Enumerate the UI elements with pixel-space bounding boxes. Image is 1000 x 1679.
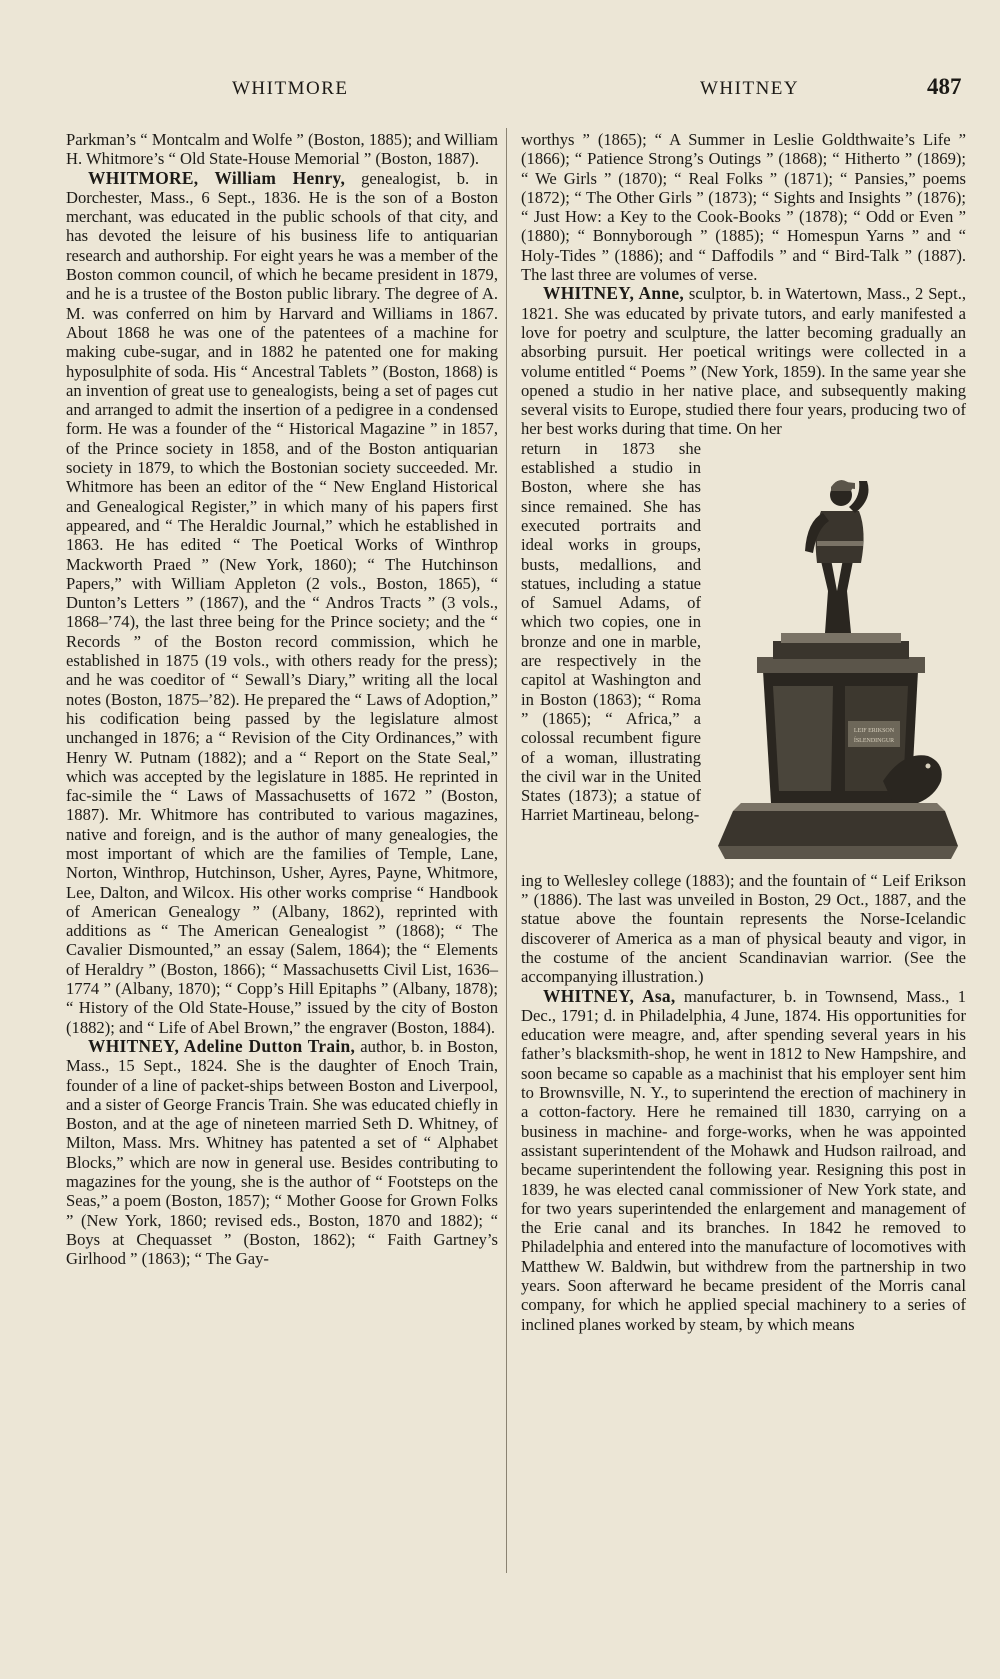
entry-text-continued: ing to Wellesley college (1883); and the fountain of “ Leif Erikson ” (1886). The last was unveiled in Boston, 29 Oct., 1887, and the statue above the fountain represents the Norse-Icelandic discoverer of America as a man of physical beauty and vigor, in the costume of the ancient Scandinavian warrior. (See the accompanying illustration.) — [521, 870, 966, 987]
entry-text: sculptor, b. in Watertown, Mass., 2 Sept., 1821. She was educated by private tutors, and early manifested a love for poetry and sculpture, the latter becoming gradually an absorbing pursuit. Her poetical writings were collected in a volume entitled “ Poems ” (New York, 1859). In the same year she opened a studio in her native place, and subsequently making several visits to Europe, studied there four years, producing two of her best works during that time. On her — [521, 284, 967, 439]
basin-rim — [733, 803, 945, 811]
upper-plinth — [773, 641, 909, 659]
continued-paragraph: worthys ” (1865); “ A Summer in Leslie Goldthwaite’s Life ” (1866); “ Patience Strong’s Outings ” (1868); “ Hitherto ” (1869); “ We Girls ” (1870); “ Real Folks ” (1871); “ Pansies,” poems (1872); “ The Other Girls ” (1873); “ Sights and Insights ” (1876); “ Just How: a Key to the Cook-Books ” (1878); “ Odd or Even ” (1880); “ Bonnyborough ” (1885); “ Homespun Yarns ” and “ Holy-Tides ” (1886); and “ Daffodils ” and “ Bird-Talk ” (1887). The last three are volumes of verse. — [521, 130, 966, 285]
pedestal-face-left — [773, 686, 833, 791]
figure-helmet — [831, 480, 853, 491]
cornice — [757, 657, 925, 673]
plaque-line-2: ÍSLENDINGUR — [853, 737, 894, 744]
running-head-left: WHITMORE — [232, 78, 349, 99]
entry-headword: WHITMORE, William Henry, — [88, 167, 346, 188]
statue-base — [781, 633, 901, 643]
entry-text: manufacturer, b. in Townsend, Mass., 1 Dec., 1791; d. in Philadelphia, 4 June, 1874. His opportunities for education were meagre, and, after spending several years in his father’s blacksmith-shop, he went in 1812 to New Hampshire, and soon became so capable as a machinist that his employer sent him to Brownsville, N. Y., to superintend the erection of machinery in a cotton-factory. Here he remained till 1830, carrying on a business in machine- and forge-works, when he was appointed assistant superintendent of the Mohawk and Hudson railroad, and became superintendent the following year. Resigning this post in 1839, he was elected canal commissioner of New York state, and for two years superintended the enlargement and management of the Erie canal and its branches. In 1842 he removed to Philadelphia and entered into the manufacture of locomotives with Matthew W. Baldwin, but withdrew from the partnership in two years. Soon afterward he became president of the Morris canal company, for which he applied special machinery to a series of inclined planes worked by steam, by which means — [521, 986, 966, 1334]
entry-whitney-adeline-dutton-train — [66, 1037, 498, 1269]
illustration-wrap — [521, 439, 966, 871]
running-head-right: WHITNEY — [700, 78, 800, 99]
platform-shape — [718, 846, 958, 859]
entry-text: author, b. in Boston, Mass., 15 Sept., 1824. She is the daughter of Enoch Train, founder of a line of packet-ships between Boston and Liverpool, and a sister of George Francis Train. She was educated chiefly in Boston, and at the age of nineteen married Seth D. Whitney, of Milton, Mass. Mrs. Whitney has patented a set of “ Alphabet Blocks,” which are now in general use. Besides contributing to magazines for the young, she is the author of “ Footsteps on the Seas,” a poem (Boston, 1857); “ Mother Goose for Grown Folks ” (New York, 1860; revised eds., Boston, 1870 and 1882); “ Boys at Chequasset ” (Boston, 1862); “ Faith Gartney’s Girlhood ” (1863); “ The Gay- — [66, 1036, 499, 1269]
entry-headword: WHITNEY, Asa, — [543, 985, 676, 1006]
entry-text-wrapped: return in 1873 she established a studio in Boston, where she has since remained. She has executed portraits and ideal works in groups, busts, medallions, and statues, including a statue of Samuel Adams, of which two copies, one in bronze and one in marble, are respectively in the capitol at Washington and in Boston (1863); “ Roma ” (1865); “ Africa,” a colossal recumbent figure of a woman, illustrating the civil war in the United States (1873); a statue of Harriet Martineau, belong- — [521, 438, 701, 825]
entry-whitmore-william-henry — [66, 169, 498, 1037]
continued-paragraph: Parkman’s “ Montcalm and Wolfe ” (Boston, 1885); and William H. Whitmore’s “ Old State-House Memorial ” (Boston, 1887). — [66, 130, 498, 169]
right-column — [521, 130, 966, 1334]
creature-eye — [925, 763, 930, 768]
basin-shape — [718, 811, 958, 846]
left-column — [66, 130, 498, 1269]
illustration — [709, 439, 966, 871]
plaque-line-1: LEIF ERIKSON — [853, 727, 894, 734]
column-divider — [506, 128, 507, 1573]
entry-text: genealogist, b. in Dorchester, Mass., 6 Sept., 1836. He is the son of a Boston merchant, was educated in the public schools of that city, and has devoted the leisure of his business life to antiquarian research and authorship. For eight years he was a member of the Boston common council, of which he became president in 1879, and he is a trustee of the Boston public library. The degree of A. M. was conferred on him by Harvard and Williams in 1867. About 1868 he was one of the patentees of a machine for making cube-sugar, and in 1882 he patented one for making hyposulphite of soda. His “ Ancestral Tablets ” (Boston, 1868) is an invention of great use to genealogists, being a set of pages cut and arranged to admit the insertion of a pedigree in a condensed form. He was a founder of the “ Historical Magazine ” in 1857, of the Prince society in 1858, and of the Boston antiquarian society in 1879, to which the Bostonian society succeeded. Mr. Whitmore has been an editor of the “ New England Historical and Genealogical Register,” in which many of his papers first appeared, and “ The Heraldic Journal,” which he established in 1863. He has edited “ The Poetical Works of Winthrop Mackworth Praed ” (New York, 1860); “ The Hutchinson Papers,” with William Appleton (2 vols., Boston, 1865), “ Dunton’s Letters ” (1867), and the “ Andros Tracts ” (3 vols., 1868–’74), the last three being for the Prince society; and the “ Records ” of the Boston record commission, which he established in 1875 (19 vols., with others ready for the press); and he was coeditor of “ Sewall’s Diary,” writing all the local notes (Boston, 1875–’82). He prepared the “ Laws of Adoption,” his codification being passed by the legislature almost unchanged in 1876; a “ Revision of the City Ordinances,” with Henry W. Putnam (1882); and a “ Report on the State Seal,” which was accepted by the legislature in 1885. He reprinted in fac-simile the “ Laws of Massachusetts of 1672 ” (Boston, 1887). Mr. Whitmore has contributed to various magazines, native and foreign, and is the author of many genealogies, the most important of which are the families of Temple, Lane, Norton, Winthrop, Hutchinson, Usher, Ayres, Payne, Whitmore, Lee, Dalton, and Wilcox. His other works comprise “ Handbook of American Genealogy ” (Albany, 1862), reprinted with additions as “ The American Genealogist ” (1868); “ The Cavalier Dismounted,” an essay (Salem, 1864); the “ Elements of Heraldry ” (Boston, 1866); “ Massachusetts Civil List, 1636–1774 ” (Albany, 1870); “ Copp’s Hill Epitaphs ” (Albany, 1878); “ History of the Old State-House,” issued by the city of Boston (1882); and “ Life of Abel Brown,” the engraver (Boston, 1884). — [66, 168, 498, 1037]
entry-whitney-asa — [521, 987, 966, 1334]
entry-headword: WHITNEY, Adeline Dutton Train, — [88, 1035, 356, 1056]
figure-belt — [817, 541, 863, 546]
entry-headword: WHITNEY, Anne, — [543, 283, 685, 304]
entry-whitney-anne — [521, 284, 966, 438]
statue-illustration-icon — [713, 451, 963, 871]
page-number: 487 — [927, 74, 962, 99]
figure-legs — [821, 559, 853, 633]
